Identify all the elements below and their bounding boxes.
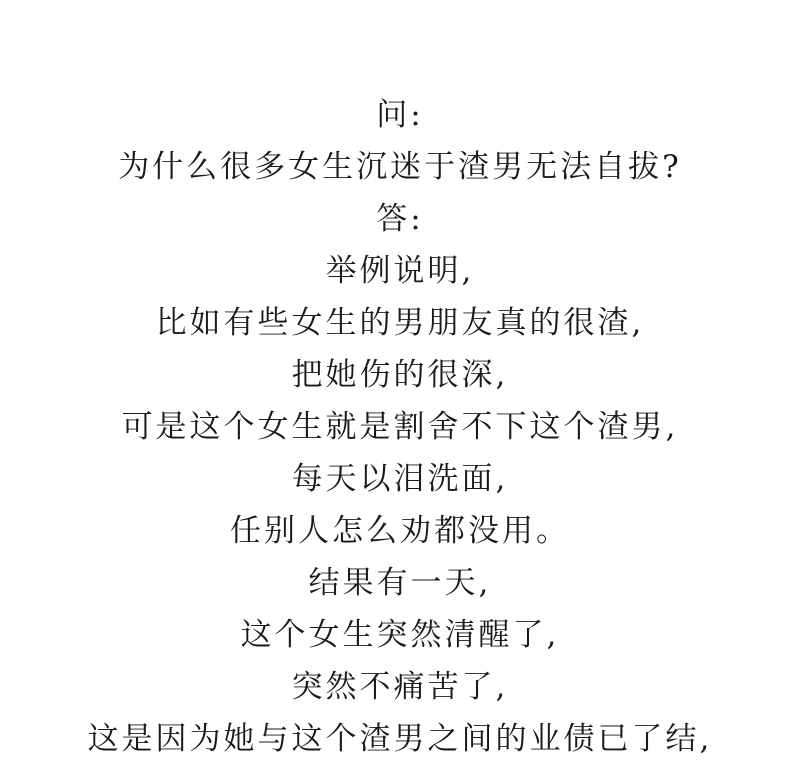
- question-label: 问:: [376, 97, 424, 133]
- answer-label: 答:: [376, 201, 424, 237]
- answer-line: 每天以泪洗面,: [291, 461, 509, 497]
- answer-line: 这个女生突然清醒了,: [240, 617, 560, 653]
- answer-line: 把她伤的很深,: [291, 357, 509, 393]
- answer-line: 结果有一天,: [308, 565, 492, 601]
- article-text: [0, 89, 800, 765]
- answer-line: 可是这个女生就是割舍不下这个渣男,: [121, 409, 679, 445]
- question-text: 为什么很多女生沉迷于渣男无法自拔?: [118, 149, 682, 185]
- answer-line: 突然不痛苦了,: [291, 669, 509, 705]
- answer-line: 举例说明,: [325, 253, 475, 289]
- answer-line: 任别人怎么劝都没用。: [230, 513, 570, 549]
- answer-line: 这是因为她与这个渣男之间的业债已了结,: [87, 721, 713, 757]
- answer-line: 比如有些女生的男朋友真的很渣,: [155, 305, 645, 341]
